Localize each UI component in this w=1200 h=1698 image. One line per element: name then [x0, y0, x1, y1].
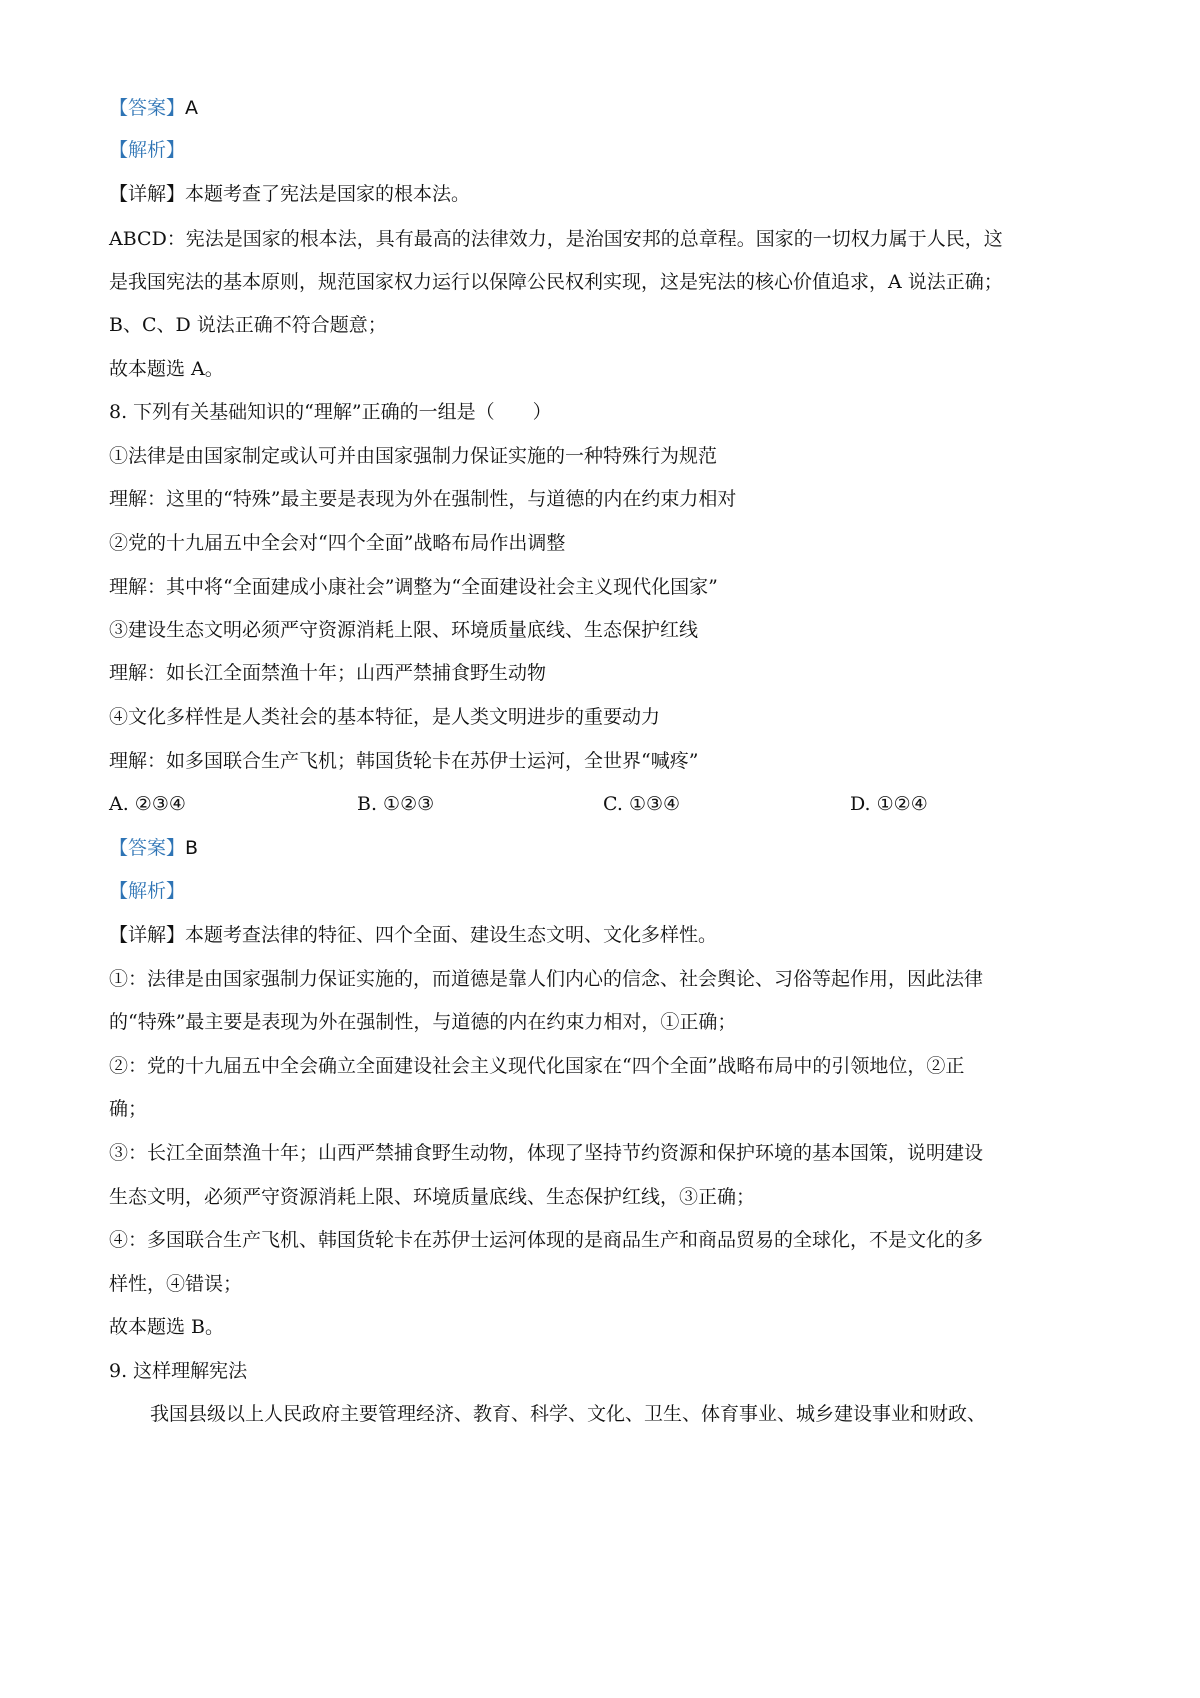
- answer-tag: 【答案】: [109, 97, 186, 119]
- statement-line: ②党的十九届五中全会对“四个全面”战略布局作出调整: [109, 532, 566, 554]
- explanation-line: 的“特殊”最主要是表现为外在强制性，与道德的内在约束力相对，①正确；: [109, 1011, 737, 1033]
- explanation-line: 确；: [109, 1098, 148, 1120]
- explanation-line: ①：法律是由国家强制力保证实施的，而道德是靠人们内心的信念、社会舆论、习俗等起作用，因此法律: [109, 968, 984, 990]
- explanation-line: B、C、D 说法正确不符合题意；: [109, 314, 387, 336]
- statement-line: ③建设生态文明必须严守资源消耗上限、环境质量底线、生态保护红线: [109, 619, 699, 641]
- explanation-line: ④：多国联合生产飞机、韩国货轮卡在苏伊士运河体现的是商品生产和商品贸易的全球化，不是文化的多: [109, 1229, 984, 1251]
- explanation-line: ②：党的十九届五中全会确立全面建设社会主义现代化国家在“四个全面”战略布局中的引领地位，②正: [109, 1055, 965, 1077]
- option-c: C. ①③④: [603, 793, 681, 815]
- question-paragraph: 我国县级以上人民政府主要管理经济、教育、科学、文化、卫生、体育事业、城乡建设事业和财政、: [150, 1403, 987, 1425]
- understanding-line: 理解：如长江全面禁渔十年；山西严禁捕食野生动物: [109, 662, 547, 684]
- analysis-tag: 【解析】: [109, 880, 186, 902]
- question-stem: 9. 这样理解宪法: [109, 1360, 248, 1382]
- understanding-line: 理解：其中将“全面建成小康社会”调整为“全面建设社会主义现代化国家”: [109, 576, 718, 598]
- understanding-line: 理解：如多国联合生产飞机；韩国货轮卡在苏伊士运河，全世界“喊疼”: [109, 750, 699, 772]
- answer-value: A: [185, 97, 199, 119]
- answer-tag: 【答案】: [109, 837, 186, 859]
- option-b: B. ①②③: [357, 793, 435, 815]
- option-a: A. ②③④: [109, 793, 186, 815]
- conclusion-line: 故本题选 A。: [109, 358, 224, 380]
- explanation-line: 生态文明，必须严守资源消耗上限、环境质量底线、生态保护红线，③正确；: [109, 1186, 756, 1208]
- explanation-line: ABCD：宪法是国家的根本法，具有最高的法律效力，是治国安邦的总章程。国家的一切权力属于人民，这: [109, 228, 1003, 250]
- answer-line: [109, 835, 198, 861]
- understanding-line: 理解：这里的“特殊”最主要是表现为外在强制性，与道德的内在约束力相对: [109, 488, 737, 510]
- explanation-line: 样性，④错误；: [109, 1273, 243, 1295]
- question-stem: 8. 下列有关基础知识的“理解”正确的一组是（ ）: [109, 401, 552, 423]
- explanation-line: ③：长江全面禁渔十年；山西严禁捕食野生动物，体现了坚持节约资源和保护环境的基本国策，说明建设: [109, 1142, 984, 1164]
- statement-line: ④文化多样性是人类社会的基本特征，是人类文明进步的重要动力: [109, 706, 661, 728]
- statement-line: ①法律是由国家制定或认可并由国家强制力保证实施的一种特殊行为规范: [109, 445, 718, 467]
- analysis-tag: 【解析】: [109, 139, 186, 161]
- conclusion-line: 故本题选 B。: [109, 1316, 225, 1338]
- answer-line: [109, 95, 198, 121]
- detail-line: 【详解】本题考查了宪法是国家的根本法。: [109, 183, 471, 205]
- answer-value: B: [185, 837, 199, 859]
- explanation-line: 是我国宪法的基本原则，规范国家权力运行以保障公民权利实现，这是宪法的核心价值追求，A 说法正确；: [109, 271, 1003, 293]
- option-d: D. ①②④: [850, 793, 928, 815]
- detail-line: 【详解】本题考查法律的特征、四个全面、建设生态文明、文化多样性。: [109, 924, 718, 946]
